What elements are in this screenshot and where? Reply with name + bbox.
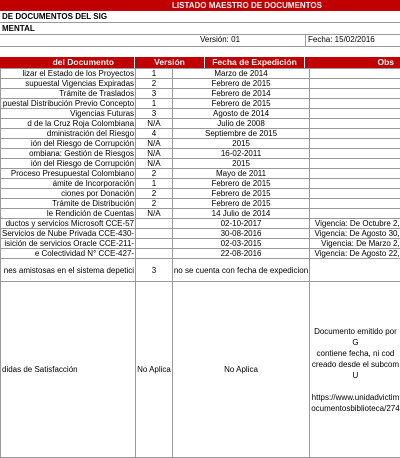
cell-fec[interactable]: Julio de 2008: [172, 119, 309, 129]
table-row[interactable]: [1, 239, 400, 249]
cell-doc[interactable]: Proceso Presupuestal Colombiano: [1, 169, 136, 179]
cell-fec[interactable]: Agosto de 2014: [172, 109, 309, 119]
version-row: [0, 34, 400, 47]
table-row[interactable]: [1, 189, 400, 199]
cell-fec[interactable]: 02-03-2015: [172, 239, 309, 249]
cell-ver[interactable]: 2: [136, 199, 173, 209]
cell-obs[interactable]: Vigencia: De Agosto 22,: [310, 249, 400, 259]
cell-obs[interactable]: [310, 209, 400, 219]
cell-obs[interactable]: [310, 159, 400, 169]
table-row[interactable]: [1, 229, 400, 239]
cell-ver[interactable]: N/A: [136, 149, 173, 159]
cell-fec[interactable]: Mayo de 2011: [172, 169, 309, 179]
cell-obs[interactable]: [310, 149, 400, 159]
cell-doc[interactable]: le Rendición de Cuentas: [1, 209, 136, 219]
cell-obs[interactable]: [310, 169, 400, 179]
cell-doc[interactable]: Trámite de Distribución: [1, 199, 136, 209]
subtitle-row-1: [0, 11, 400, 23]
column-header-fecha: Fecha de Expedición: [205, 57, 305, 68]
cell-doc[interactable]: e Colectividad N° CCE-427-: [1, 249, 136, 259]
cell-obs[interactable]: [310, 282, 400, 458]
table-row[interactable]: [1, 79, 400, 89]
cell-fec[interactable]: Febrero de 2015: [172, 189, 309, 199]
observation-line: U: [311, 370, 400, 381]
cell-fec[interactable]: 30-08-2016: [172, 229, 309, 239]
cell-fec[interactable]: Febrero de 2015: [172, 79, 309, 89]
cell-fec[interactable]: Febrero de 2015: [172, 199, 309, 209]
cell-obs[interactable]: [310, 259, 400, 282]
cell-fec[interactable]: Febrero de 2015: [172, 99, 309, 109]
cell-fec[interactable]: 22-08-2016: [172, 249, 309, 259]
table-row[interactable]: [1, 249, 400, 259]
table-row[interactable]: [1, 149, 400, 159]
cell-ver[interactable]: 4: [136, 129, 173, 139]
observation-line: ocumentosbiblioteca/274: [311, 403, 400, 414]
cell-doc[interactable]: ciones por Donación: [1, 189, 136, 199]
cell-obs[interactable]: [310, 69, 400, 79]
subtitle-2: MENTAL: [2, 23, 35, 34]
documents-table-body: [1, 69, 400, 458]
sheet-title: LISTADO MAESTRO DE DOCUMENTOS: [172, 0, 322, 11]
cell-ver[interactable]: 3: [136, 89, 173, 99]
observation-line: contiene fecha, ni cod: [311, 348, 400, 359]
cell-fec[interactable]: Septiembre de 2015: [172, 129, 309, 139]
cell-doc[interactable]: ámite de Incorporación: [1, 179, 136, 189]
cell-obs[interactable]: Vigencia: De Agosto 30,: [310, 229, 400, 239]
cell-doc[interactable]: didas de Satisfacción: [1, 282, 136, 458]
table-row[interactable]: [1, 99, 400, 109]
table-row[interactable]: [1, 199, 400, 209]
cell-fec[interactable]: Febrero de 2014: [172, 89, 309, 99]
table-row[interactable]: [1, 69, 400, 79]
table-row[interactable]: [1, 159, 400, 169]
observation-line: creado desde el subcom: [311, 359, 400, 370]
cell-ver[interactable]: 2: [136, 169, 173, 179]
cell-obs[interactable]: [310, 199, 400, 209]
cell-doc[interactable]: dministración del Riesgo: [1, 129, 136, 139]
subtitle-1: DE DOCUMENTOS DEL SIG: [2, 11, 107, 22]
table-row[interactable]: [1, 89, 400, 99]
title-bar: [0, 0, 400, 11]
cell-obs[interactable]: [310, 99, 400, 109]
cell-obs[interactable]: Vigencia: De Octubre 2,: [310, 219, 400, 229]
column-header-version: Versión: [135, 57, 205, 68]
column-header-observaciones: Obs: [305, 57, 400, 68]
observation-line: https://www.unidadvictim: [311, 392, 400, 403]
cell-ver[interactable]: [136, 239, 173, 249]
cell-obs[interactable]: [310, 119, 400, 129]
cell-ver[interactable]: [136, 249, 173, 259]
cell-ver[interactable]: [136, 229, 173, 239]
cell-ver[interactable]: 1: [136, 179, 173, 189]
cell-doc[interactable]: ombiana: Gestión de Riesgos: [1, 149, 136, 159]
cell-obs[interactable]: Vigencia: De Marzo 2,: [310, 239, 400, 249]
cell-doc[interactable]: supuestal Vigencias Expiradas: [1, 79, 136, 89]
cell-doc[interactable]: ión del Riesgo de Corrupción: [1, 139, 136, 149]
cell-ver[interactable]: N/A: [136, 159, 173, 169]
documents-table: [0, 68, 400, 458]
cell-doc[interactable]: isición de servicios Oracle CCE-211-: [1, 239, 136, 249]
cell-ver[interactable]: 3: [136, 259, 173, 282]
cell-doc[interactable]: d de la Cruz Roja Colombiana: [1, 119, 136, 129]
cell-fec[interactable]: 02-10-2017: [172, 219, 309, 229]
table-row[interactable]: [1, 169, 400, 179]
version-label: Versión: 01: [200, 34, 240, 46]
cell-doc[interactable]: Vigencias Futuras: [1, 109, 136, 119]
cell-obs[interactable]: [310, 139, 400, 149]
column-header-row: [0, 57, 400, 68]
table-row[interactable]: [1, 209, 400, 219]
cell-doc[interactable]: ión del Riesgo de Corrupción: [1, 159, 136, 169]
cell-obs[interactable]: [310, 179, 400, 189]
cell-divider: [305, 34, 306, 46]
cell-ver[interactable]: 2: [136, 189, 173, 199]
cell-fec[interactable]: 16-02-2011: [172, 149, 309, 159]
cell-doc[interactable]: lizar el Estado de los Proyectos: [1, 69, 136, 79]
cell-doc[interactable]: Trámite de Traslados: [1, 89, 136, 99]
cell-fec[interactable]: 2015: [172, 159, 309, 169]
cell-fec[interactable]: 14 Julio de 2014: [172, 209, 309, 219]
table-row[interactable]: [1, 119, 400, 129]
cell-ver[interactable]: 1: [136, 69, 173, 79]
cell-obs[interactable]: [310, 189, 400, 199]
cell-doc[interactable]: Servicios de Nube Privada CCE-430-: [1, 229, 136, 239]
cell-fec[interactable]: Marzo de 2014: [172, 69, 309, 79]
cell-ver[interactable]: 1: [136, 99, 173, 109]
cell-doc[interactable]: ductos y servicios Microsoft CCE-57: [1, 219, 136, 229]
table-row[interactable]: [1, 179, 400, 189]
cell-fec[interactable]: Febrero de 2015: [172, 179, 309, 189]
cell-fec[interactable]: 2015: [172, 139, 309, 149]
cell-ver[interactable]: 3: [136, 109, 173, 119]
observation-line: Documento emitido por G: [311, 326, 400, 348]
cell-ver[interactable]: N/A: [136, 139, 173, 149]
table-row[interactable]: [1, 259, 400, 282]
cell-doc[interactable]: nes amistosas en el sistema depetici: [1, 259, 136, 282]
cell-obs[interactable]: [310, 109, 400, 119]
cell-ver[interactable]: N/A: [136, 119, 173, 129]
cell-fec[interactable]: no se cuenta con fecha de expedicion: [172, 259, 309, 282]
cell-obs[interactable]: [310, 89, 400, 99]
cell-doc[interactable]: puestal Distribución Previo Concepto: [1, 99, 136, 109]
cell-ver[interactable]: [136, 219, 173, 229]
table-row[interactable]: [1, 109, 400, 119]
cell-ver[interactable]: 2: [136, 79, 173, 89]
table-row[interactable]: [1, 219, 400, 229]
observation-line: [311, 381, 400, 392]
cell-fec[interactable]: No Aplica: [172, 282, 309, 458]
cell-obs[interactable]: [310, 79, 400, 89]
cell-ver[interactable]: N/A: [136, 209, 173, 219]
cell-ver[interactable]: No Aplica: [136, 282, 173, 458]
table-row[interactable]: [1, 282, 400, 458]
table-row[interactable]: [1, 129, 400, 139]
fecha-label: Fecha: 15/02/2016: [308, 34, 375, 46]
table-row[interactable]: [1, 139, 400, 149]
cell-obs[interactable]: [310, 129, 400, 139]
column-header-documento: del Documento: [0, 57, 135, 68]
